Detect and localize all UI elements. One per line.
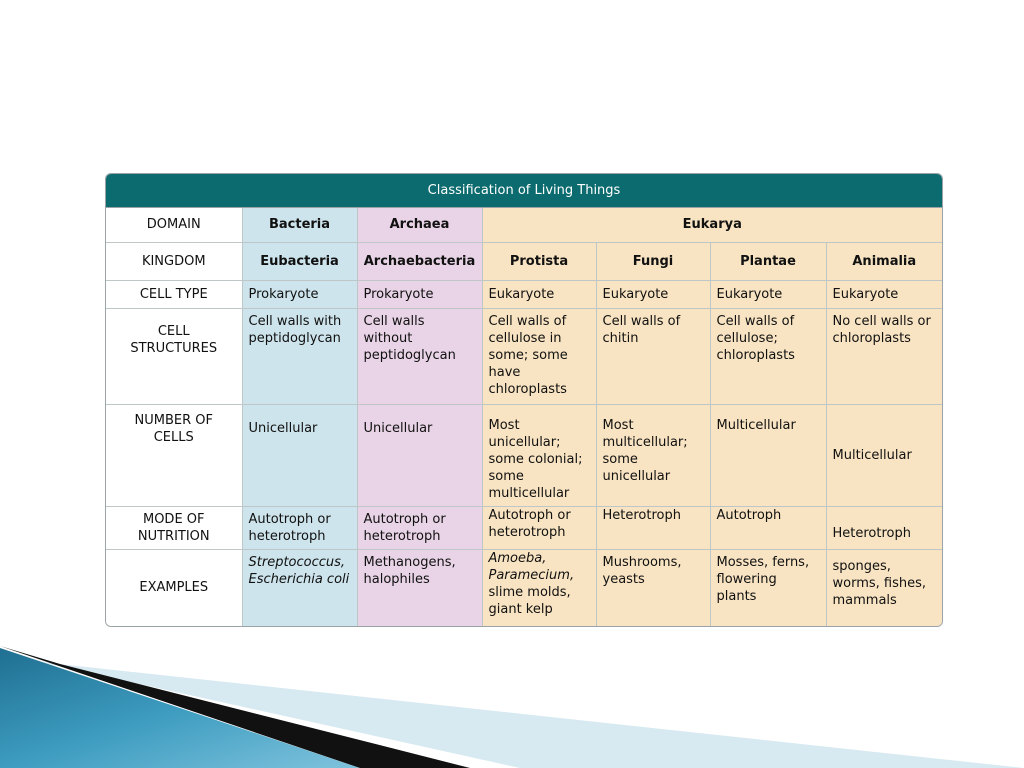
nutrition-animalia: Heterotroph	[826, 506, 942, 549]
examples-plantae: Mosses, ferns, flowering plants	[710, 549, 826, 626]
examples-protista	[482, 549, 596, 626]
row-label-cell-structures	[106, 308, 242, 404]
table-row-kingdom	[106, 242, 942, 280]
domain-bacteria: Bacteria	[242, 208, 357, 242]
examples-archaea: Methanogens, halophiles	[357, 549, 482, 626]
domain-archaea: Archaea	[357, 208, 482, 242]
row-label-examples: EXAMPLES	[106, 549, 242, 626]
number-of-cells-plantae: Multicellular	[710, 404, 826, 506]
cell-type-protista: Eukaryote	[482, 280, 596, 308]
classification-table	[105, 173, 943, 627]
cell-structures-animalia: No cell walls or chloroplasts	[826, 308, 942, 404]
table-row-domain	[106, 208, 942, 242]
examples-protista-italic: Amoeba, Paramecium,	[488, 550, 575, 583]
nutrition-archaea: Autotroph or heterotroph	[357, 506, 482, 549]
table-row-mode-of-nutrition	[106, 506, 942, 549]
nutrition-plantae: Autotroph	[710, 506, 826, 549]
cell-structures-protista: Cell walls of cellulose in some; some have chloroplasts	[482, 308, 596, 404]
cell-type-bacteria: Prokaryote	[242, 280, 357, 308]
cell-structures-bacteria: Cell walls with peptidoglycan	[242, 308, 357, 404]
kingdom-animalia: Animalia	[826, 242, 942, 280]
row-label-kingdom: KINGDOM	[106, 242, 242, 280]
table-row-examples	[106, 549, 942, 626]
row-label-domain: DOMAIN	[106, 208, 242, 242]
cell-structures-fungi: Cell walls of chitin	[596, 308, 710, 404]
number-of-cells-bacteria: Unicellular	[242, 404, 357, 506]
number-of-cells-protista: Most unicellular; some colonial; some multicellular	[482, 404, 596, 506]
kingdom-fungi: Fungi	[596, 242, 710, 280]
number-of-cells-animalia: Multicellular	[826, 404, 942, 506]
nutrition-bacteria: Autotroph or heterotroph	[242, 506, 357, 549]
examples-protista-plain: slime molds, giant kelp	[488, 584, 571, 617]
cell-structures-plantae: Cell walls of cellulose; chloroplasts	[710, 308, 826, 404]
cell-type-animalia: Eukaryote	[826, 280, 942, 308]
row-label-number-of-cells-line2: CELLS	[153, 429, 194, 445]
row-label-cell-type: CELL TYPE	[106, 280, 242, 308]
number-of-cells-archaea: Unicellular	[357, 404, 482, 506]
table-row-cell-structures	[106, 308, 942, 404]
kingdom-eubacteria: Eubacteria	[242, 242, 357, 280]
kingdom-archaebacteria: Archaebacteria	[357, 242, 482, 280]
row-label-number-of-cells-line1: NUMBER OF	[134, 412, 213, 428]
cell-type-fungi: Eukaryote	[596, 280, 710, 308]
cell-structures-archaea: Cell walls without peptidoglycan	[357, 308, 482, 404]
kingdom-plantae: Plantae	[710, 242, 826, 280]
kingdom-protista: Protista	[482, 242, 596, 280]
cell-type-archaea: Prokaryote	[357, 280, 482, 308]
row-label-mode-of-nutrition	[106, 506, 242, 549]
table-title: Classification of Living Things	[106, 174, 942, 208]
decorative-swoosh	[0, 640, 1024, 768]
examples-animalia: sponges, worms, fishes, mammals	[826, 549, 942, 626]
row-label-mode-of-nutrition-line1: MODE OF	[142, 511, 205, 527]
cell-type-plantae: Eukaryote	[710, 280, 826, 308]
number-of-cells-fungi: Most multicellular; some unicellular	[596, 404, 710, 506]
table-row-cell-type	[106, 280, 942, 308]
nutrition-protista: Autotroph or heterotroph	[482, 506, 596, 549]
row-label-cell-structures-line2: STRUCTURES	[130, 340, 218, 356]
nutrition-fungi: Heterotroph	[596, 506, 710, 549]
classification-grid	[106, 208, 942, 626]
examples-fungi: Mushrooms, yeasts	[596, 549, 710, 626]
table-row-number-of-cells	[106, 404, 942, 506]
row-label-cell-structures-line1: CELL	[157, 323, 190, 339]
row-label-number-of-cells	[106, 404, 242, 506]
row-label-mode-of-nutrition-line2: NUTRITION	[137, 528, 210, 544]
examples-bacteria: Streptococcus, Escherichia coli	[242, 549, 357, 626]
domain-eukarya: Eukarya	[482, 208, 942, 242]
